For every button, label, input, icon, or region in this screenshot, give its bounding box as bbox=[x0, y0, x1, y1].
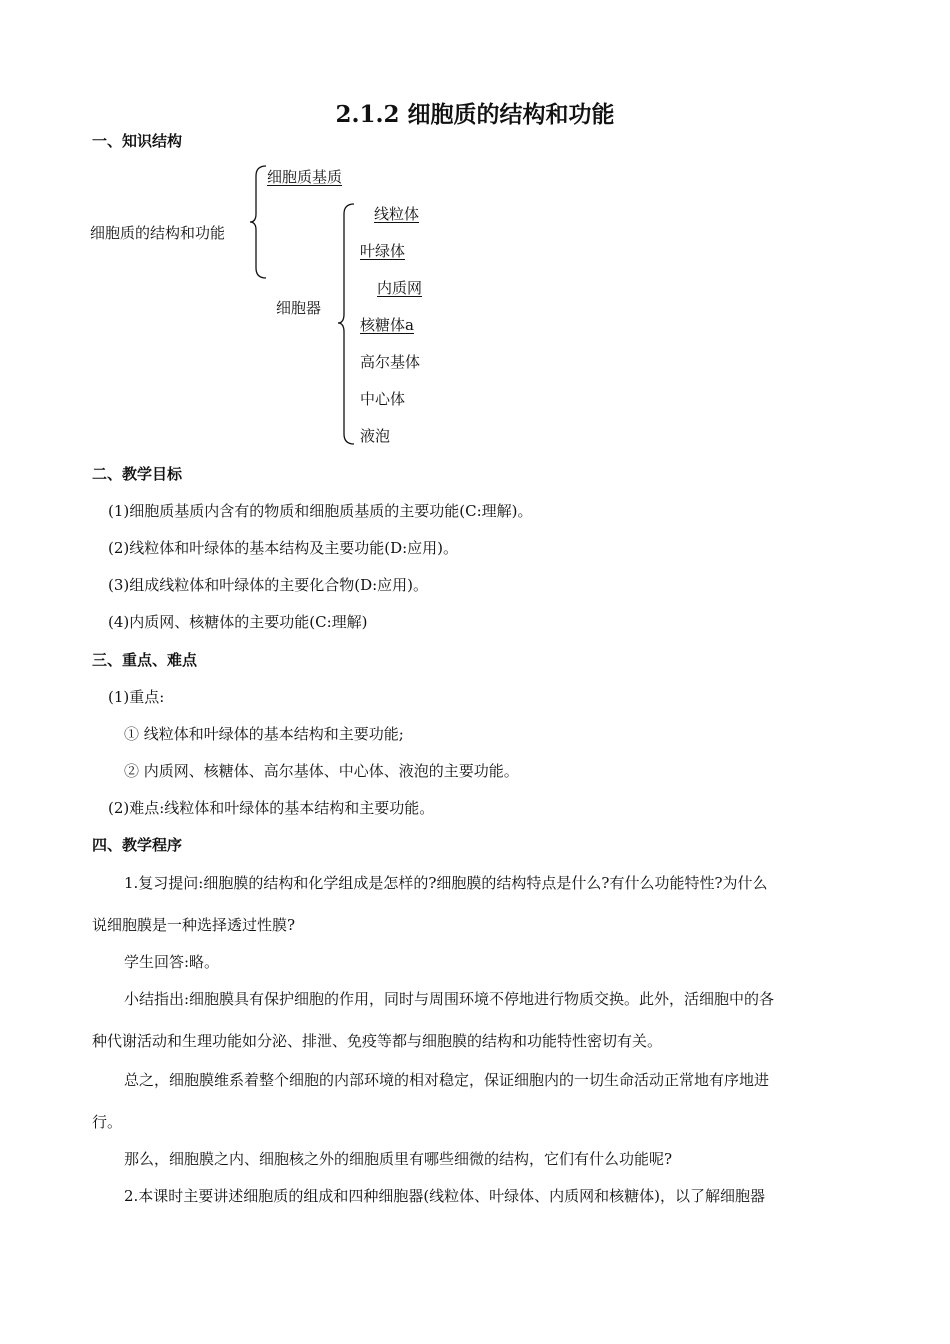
procedure-line: 小结指出:细胞膜具有保护细胞的作用，同时与周围环境不停地进行物质交换。此外，活细胞中的各 bbox=[124, 990, 775, 1008]
procedure-line: 1.复习提问:细胞膜的结构和化学组成是怎样的?细胞膜的结构特点是什么?有什么功能特性?为什么 bbox=[124, 874, 768, 892]
tree-item-er: 内质网 bbox=[377, 279, 423, 297]
goal-item: (4)内质网、核糖体的主要功能(C:理解) bbox=[108, 613, 368, 631]
key-point-item: ② 内质网、核糖体、高尔基体、中心体、液泡的主要功能。 bbox=[124, 762, 519, 780]
tree-item-ribosome-label: 核糖体 bbox=[360, 316, 406, 334]
tree-item-mitochondria: 线粒体 bbox=[374, 205, 420, 223]
procedure-line: 总之，细胞膜维系着整个细胞的内部环境的相对稳定，保证细胞内的一切生命活动正常地有序地进 bbox=[124, 1071, 770, 1089]
tree-item-golgi: 高尔基体 bbox=[360, 353, 421, 371]
section-heading-goals: 二、教学目标 bbox=[92, 465, 183, 483]
procedure-line: 学生回答:略。 bbox=[124, 953, 220, 971]
tree-item-vacuole: 液泡 bbox=[360, 427, 391, 445]
goal-item: (1)细胞质基质内含有的物质和细胞质基质的主要功能(C:理解)。 bbox=[108, 502, 533, 520]
section-heading-procedure: 四、教学程序 bbox=[92, 836, 183, 854]
page-title: 2.1.2 细胞质的结构和功能 bbox=[335, 101, 615, 128]
section-heading-knowledge-structure: 一、知识结构 bbox=[92, 132, 183, 150]
tree-node-matrix: 细胞质基质 bbox=[267, 168, 343, 186]
difficulty-label: (2)难点:线粒体和叶绿体的基本结构和主要功能。 bbox=[108, 799, 435, 817]
goal-item: (2)线粒体和叶绿体的基本结构及主要功能(D:应用)。 bbox=[108, 539, 459, 557]
procedure-line: 2.本课时主要讲述细胞质的组成和四种细胞器(线粒体、叶绿体、内质网和核糖体)，以了解细胞器 bbox=[124, 1187, 766, 1205]
tree-bracket-organelle bbox=[336, 200, 356, 448]
procedure-line: 种代谢活动和生理功能如分泌、排泄、免疫等都与细胞膜的结构和功能特性密切有关。 bbox=[92, 1032, 663, 1050]
goal-item: (3)组成线粒体和叶绿体的主要化合物(D:应用)。 bbox=[108, 576, 429, 594]
procedure-line: 那么，细胞膜之内、细胞核之外的细胞质里有哪些细微的结构，它们有什么功能呢? bbox=[124, 1150, 673, 1168]
tree-item-mark: a bbox=[405, 316, 414, 334]
key-point-item: ① 线粒体和叶绿体的基本结构和主要功能; bbox=[124, 725, 404, 743]
tree-node-organelle: 细胞器 bbox=[276, 299, 322, 317]
tree-item-centrosome: 中心体 bbox=[360, 390, 406, 408]
tree-root: 细胞质的结构和功能 bbox=[90, 224, 226, 242]
section-heading-key-points: 三、重点、难点 bbox=[92, 651, 198, 669]
procedure-line: 说细胞膜是一种选择透过性膜? bbox=[92, 916, 296, 934]
tree-bracket-root bbox=[248, 162, 268, 282]
key-point-label: (1)重点: bbox=[108, 688, 165, 706]
tree-item-chloroplast: 叶绿体 bbox=[360, 242, 406, 260]
tree-item-ribosome bbox=[360, 314, 414, 335]
procedure-line: 行。 bbox=[92, 1113, 123, 1131]
